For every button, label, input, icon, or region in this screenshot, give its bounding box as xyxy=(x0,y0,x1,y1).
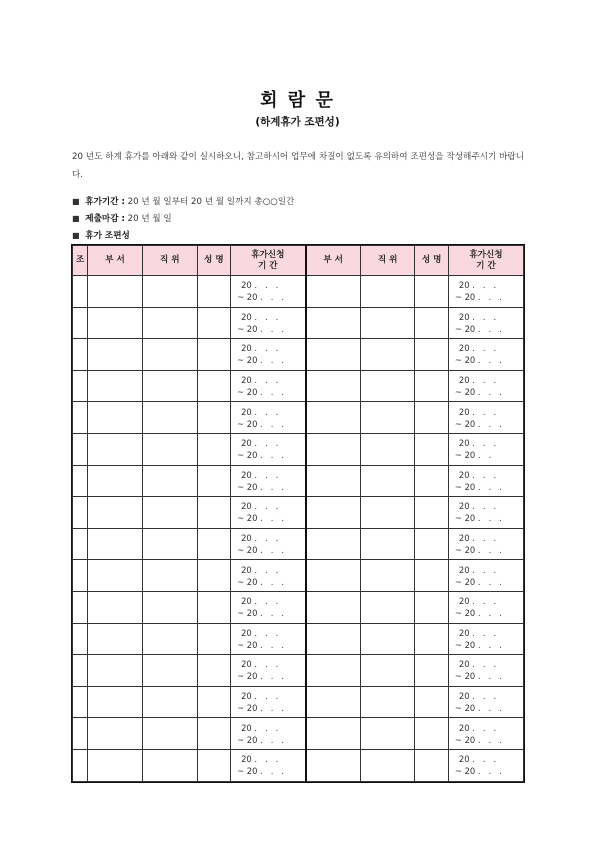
table-row xyxy=(73,370,524,402)
period-start-text: 20 . . . xyxy=(241,564,279,575)
rank-cell[interactable] xyxy=(360,497,415,529)
dept-cell[interactable] xyxy=(306,370,361,402)
period-end-text: ~ 20 . . . xyxy=(237,323,285,334)
period-end-text: ~ 20 . . . xyxy=(454,513,502,524)
rank-cell[interactable] xyxy=(360,370,415,402)
period-start-text: 20 . . . xyxy=(458,564,497,575)
name-cell[interactable] xyxy=(415,655,448,687)
left-period-cell[interactable] xyxy=(231,370,306,402)
name-cell[interactable] xyxy=(415,307,448,339)
period-end-text: ~ 20 . . . xyxy=(237,671,285,682)
name-cell[interactable] xyxy=(197,655,230,687)
period-start-text: 20 . . . xyxy=(241,501,279,512)
table-row xyxy=(73,655,524,687)
dept-cell[interactable] xyxy=(306,528,361,560)
period-start-text: 20 . . . xyxy=(458,754,497,765)
rank-cell[interactable] xyxy=(142,370,197,402)
name-cell[interactable] xyxy=(415,339,448,371)
period-end-text: ~ 20 . . . xyxy=(237,545,285,556)
right-period-cell[interactable] xyxy=(448,370,523,402)
name-cell[interactable] xyxy=(197,718,230,750)
name-cell[interactable] xyxy=(415,276,448,308)
right-period-cell[interactable] xyxy=(448,276,523,308)
group-cell[interactable] xyxy=(73,623,88,655)
group-cell[interactable] xyxy=(73,560,88,592)
period-end-text: ~ 20 . . . xyxy=(237,639,285,650)
dept-cell[interactable] xyxy=(306,276,361,308)
rank-cell[interactable] xyxy=(360,591,415,623)
header-dept: 부 서 xyxy=(88,246,143,276)
table-row xyxy=(73,528,524,560)
group-cell[interactable] xyxy=(73,402,88,434)
period-end-text: ~ 20 . . . xyxy=(454,481,502,492)
table-header-row xyxy=(73,246,524,276)
name-cell[interactable] xyxy=(197,686,230,718)
header-group: 조 xyxy=(73,246,88,276)
deadline-value: 20 년 월 일 xyxy=(124,214,172,224)
group-cell[interactable] xyxy=(73,497,88,529)
period-start-text: 20 . . . xyxy=(241,627,279,638)
period-end-text: ~ 20 . . . xyxy=(454,418,502,429)
header-name: 성 명 xyxy=(197,246,230,276)
period-start-text: 20 . . . xyxy=(458,501,497,512)
rank-cell[interactable] xyxy=(360,307,415,339)
dept-cell[interactable] xyxy=(88,560,143,592)
name-cell[interactable] xyxy=(415,749,448,781)
right-period-cell[interactable] xyxy=(448,749,523,781)
dept-cell[interactable] xyxy=(306,623,361,655)
period-start-text: 20 . . . xyxy=(458,375,497,386)
table-row xyxy=(73,402,524,434)
group-cell[interactable] xyxy=(73,718,88,750)
right-period-cell[interactable] xyxy=(448,307,523,339)
group-cell[interactable] xyxy=(73,276,88,308)
group-cell[interactable] xyxy=(73,465,88,497)
dept-cell[interactable] xyxy=(88,339,143,371)
rank-cell[interactable] xyxy=(360,528,415,560)
vacation-period-line xyxy=(72,195,294,207)
name-cell[interactable] xyxy=(415,433,448,465)
period-end-text: ~ 20 . . . xyxy=(454,355,502,366)
period-start-text: 20 . . . xyxy=(458,280,497,291)
table-row xyxy=(73,339,524,371)
period-end-text: ~ 20 . . . xyxy=(454,323,502,334)
dept-cell[interactable] xyxy=(88,497,143,529)
intro-paragraph: 20 년도 하계 휴가를 아래와 같이 실시하오니, 참고하시어 업무에 차질이 없도록 유의하여 조편성을 작성해주시기 바랍니다. xyxy=(72,152,524,180)
rank-cell[interactable] xyxy=(142,339,197,371)
roster-heading-line xyxy=(72,229,130,241)
period-start-text: 20 . . . xyxy=(241,438,279,449)
rank-cell[interactable] xyxy=(142,276,197,308)
name-cell[interactable] xyxy=(197,339,230,371)
period-end-text: ~ 20 . . . xyxy=(237,734,285,745)
dept-cell[interactable] xyxy=(306,339,361,371)
period-start-text: 20 . . . xyxy=(241,406,279,417)
document-subtitle: (하계휴가 조편성) xyxy=(255,116,340,128)
vacation-period-label: 휴가기간 : xyxy=(85,197,125,207)
period-end-text: ~ 20 . . . xyxy=(237,513,285,524)
left-period-cell[interactable] xyxy=(231,718,306,750)
left-period-cell[interactable] xyxy=(231,402,306,434)
table-row xyxy=(73,749,524,781)
period-start-text: 20 . . . xyxy=(458,343,497,354)
table-row xyxy=(73,718,524,750)
dept-cell[interactable] xyxy=(306,497,361,529)
header-rank: 직 위 xyxy=(360,246,415,276)
rank-cell[interactable] xyxy=(142,655,197,687)
table-row xyxy=(73,276,524,308)
period-start-text: 20 . . . xyxy=(241,343,279,354)
left-period-cell[interactable] xyxy=(231,686,306,718)
name-cell[interactable] xyxy=(197,497,230,529)
dept-cell[interactable] xyxy=(88,276,143,308)
name-cell[interactable] xyxy=(197,591,230,623)
period-end-text: ~ 20 . . . xyxy=(454,703,502,714)
left-period-cell[interactable] xyxy=(231,749,306,781)
period-end-text: ~ 20 . . . xyxy=(454,387,502,398)
period-end-text: ~ 20 . . . xyxy=(237,703,285,714)
dept-cell[interactable] xyxy=(88,591,143,623)
period-start-text: 20 . . . xyxy=(458,469,497,480)
left-period-cell[interactable] xyxy=(231,591,306,623)
period-end-text: ~ 20 . . . xyxy=(454,734,502,745)
left-period-cell[interactable] xyxy=(231,497,306,529)
deadline-line xyxy=(72,212,172,224)
period-start-text: 20 . . . xyxy=(241,533,279,544)
period-start-text: 20 . . . xyxy=(241,754,279,765)
group-cell[interactable] xyxy=(73,591,88,623)
dept-cell[interactable] xyxy=(306,307,361,339)
document-title: 회 람 문 xyxy=(260,90,335,111)
table-row xyxy=(73,497,524,529)
dept-cell[interactable] xyxy=(306,591,361,623)
rank-cell[interactable] xyxy=(360,465,415,497)
rank-cell[interactable] xyxy=(142,560,197,592)
name-cell[interactable] xyxy=(415,497,448,529)
name-cell[interactable] xyxy=(197,433,230,465)
dept-cell[interactable] xyxy=(306,686,361,718)
period-start-text: 20 . . . xyxy=(241,375,279,386)
header-name: 성 명 xyxy=(415,246,448,276)
header-period xyxy=(448,246,523,276)
dept-cell[interactable] xyxy=(88,686,143,718)
left-period-cell[interactable] xyxy=(231,623,306,655)
right-period-cell[interactable] xyxy=(448,623,523,655)
table-row xyxy=(73,307,524,339)
dept-cell[interactable] xyxy=(306,718,361,750)
right-period-cell[interactable] xyxy=(448,528,523,560)
left-period-cell[interactable] xyxy=(231,433,306,465)
rank-cell[interactable] xyxy=(360,655,415,687)
period-end-text: ~ 20 . . . xyxy=(237,418,285,429)
period-end-text: ~ 20 . . . xyxy=(454,671,502,682)
right-period-cell[interactable] xyxy=(448,497,523,529)
right-period-cell[interactable] xyxy=(448,560,523,592)
period-start-text: 20 . . . xyxy=(458,596,497,607)
period-end-text: ~ 20 . . . xyxy=(237,576,285,587)
group-cell[interactable] xyxy=(73,528,88,560)
roster-heading: 휴가 조편성 xyxy=(85,231,130,241)
period-start-text: 20 . . . xyxy=(458,691,497,702)
rank-cell[interactable] xyxy=(142,623,197,655)
vacation-period-value: 20 년 월 일부터 20 년 월 일까지 총○○일간 xyxy=(124,197,295,207)
rank-cell[interactable] xyxy=(142,528,197,560)
dept-cell[interactable] xyxy=(88,655,143,687)
dept-cell[interactable] xyxy=(88,433,143,465)
square-bullet-icon: ■ xyxy=(72,197,80,206)
rank-cell[interactable] xyxy=(360,686,415,718)
dept-cell[interactable] xyxy=(88,528,143,560)
rank-cell[interactable] xyxy=(360,433,415,465)
group-cell[interactable] xyxy=(73,339,88,371)
table-row xyxy=(73,686,524,718)
name-cell[interactable] xyxy=(197,276,230,308)
period-end-text: ~ 20 . . . xyxy=(454,576,502,587)
right-period-cell[interactable] xyxy=(448,718,523,750)
period-start-text: 20 . . . xyxy=(241,469,279,480)
header-period-line1: 휴가신청 xyxy=(469,249,503,260)
right-period-cell[interactable] xyxy=(448,465,523,497)
dept-cell[interactable] xyxy=(306,655,361,687)
right-period-cell[interactable] xyxy=(448,686,523,718)
group-cell[interactable] xyxy=(73,370,88,402)
period-end-text: ~ 20 . . . xyxy=(454,766,502,777)
right-period-cell[interactable] xyxy=(448,433,523,465)
dept-cell[interactable] xyxy=(88,370,143,402)
header-rank: 직 위 xyxy=(142,246,197,276)
rank-cell[interactable] xyxy=(142,307,197,339)
left-period-cell[interactable] xyxy=(231,307,306,339)
period-end-text: ~ 20 . . . xyxy=(237,292,285,303)
name-cell[interactable] xyxy=(415,718,448,750)
header-dept: 부 서 xyxy=(306,246,361,276)
right-period-cell[interactable] xyxy=(448,339,523,371)
dept-cell[interactable] xyxy=(306,749,361,781)
period-start-text: 20 . . . xyxy=(458,406,497,417)
rank-cell[interactable] xyxy=(360,718,415,750)
group-cell[interactable] xyxy=(73,433,88,465)
header-period-line2: 기 간 xyxy=(258,260,278,271)
name-cell[interactable] xyxy=(415,402,448,434)
period-end-text: ~ 20 . . . xyxy=(454,545,502,556)
table-row xyxy=(73,465,524,497)
rank-cell[interactable] xyxy=(360,276,415,308)
period-start-text: 20 . . . xyxy=(458,722,497,733)
dept-cell[interactable] xyxy=(88,623,143,655)
name-cell[interactable] xyxy=(415,686,448,718)
period-end-text: ~ 20 . . . xyxy=(237,766,285,777)
header-period xyxy=(231,246,306,276)
name-cell[interactable] xyxy=(197,370,230,402)
period-end-text: ~ 20 . . . xyxy=(237,608,285,619)
rank-cell[interactable] xyxy=(360,560,415,592)
period-end-text: ~ 20 . . . xyxy=(454,608,502,619)
period-start-text: 20 . . . xyxy=(458,438,497,449)
square-bullet-icon: ■ xyxy=(72,214,80,223)
period-end-text: ~ 20 . . . xyxy=(454,639,502,650)
group-cell[interactable] xyxy=(73,655,88,687)
dept-cell[interactable] xyxy=(306,433,361,465)
deadline-label: 제출마감 : xyxy=(85,214,125,224)
rank-cell[interactable] xyxy=(142,465,197,497)
name-cell[interactable] xyxy=(197,402,230,434)
name-cell[interactable] xyxy=(197,528,230,560)
left-period-cell[interactable] xyxy=(231,560,306,592)
period-end-text: ~ 20 . . . xyxy=(454,292,502,303)
period-start-text: 20 . . . xyxy=(241,722,279,733)
period-start-text: 20 . . . xyxy=(458,533,497,544)
left-period-cell[interactable] xyxy=(231,655,306,687)
period-start-text: 20 . . . xyxy=(241,691,279,702)
right-period-cell[interactable] xyxy=(448,591,523,623)
period-end-text: ~ 20 . . . xyxy=(237,481,285,492)
name-cell[interactable] xyxy=(197,307,230,339)
name-cell[interactable] xyxy=(415,591,448,623)
header-period-line2: 기 간 xyxy=(476,260,496,271)
header-period-line1: 휴가신청 xyxy=(251,249,285,260)
name-cell[interactable] xyxy=(415,370,448,402)
rank-cell[interactable] xyxy=(360,339,415,371)
rank-cell[interactable] xyxy=(142,749,197,781)
left-period-cell[interactable] xyxy=(231,339,306,371)
name-cell[interactable] xyxy=(415,465,448,497)
dept-cell[interactable] xyxy=(88,749,143,781)
left-period-cell[interactable] xyxy=(231,465,306,497)
left-period-cell[interactable] xyxy=(231,276,306,308)
name-cell[interactable] xyxy=(197,465,230,497)
period-end-text: ~ 20 . . . xyxy=(237,355,285,366)
period-start-text: 20 . . . xyxy=(241,280,279,291)
dept-cell[interactable] xyxy=(88,402,143,434)
period-start-text: 20 . . . xyxy=(458,627,497,638)
rank-cell[interactable] xyxy=(142,591,197,623)
dept-cell[interactable] xyxy=(306,465,361,497)
rank-cell[interactable] xyxy=(142,718,197,750)
dept-cell[interactable] xyxy=(88,718,143,750)
name-cell[interactable] xyxy=(415,623,448,655)
dept-cell[interactable] xyxy=(306,402,361,434)
square-bullet-icon: ■ xyxy=(72,231,80,240)
period-start-text: 20 . . . xyxy=(458,659,497,670)
table-row xyxy=(73,433,524,465)
name-cell[interactable] xyxy=(415,560,448,592)
period-start-text: 20 . . . xyxy=(241,311,279,322)
group-cell[interactable] xyxy=(73,307,88,339)
rank-cell[interactable] xyxy=(360,623,415,655)
name-cell[interactable] xyxy=(197,560,230,592)
rank-cell[interactable] xyxy=(360,402,415,434)
period-end-text: ~ 20 . . . xyxy=(237,450,285,461)
rank-cell[interactable] xyxy=(142,497,197,529)
period-start-text: 20 . . . xyxy=(458,311,497,322)
rank-cell[interactable] xyxy=(142,402,197,434)
period-start-text: 20 . . . xyxy=(241,659,279,670)
group-cell[interactable] xyxy=(73,686,88,718)
name-cell[interactable] xyxy=(197,749,230,781)
period-end-text: ~ 20 . . . xyxy=(237,387,285,398)
table-row xyxy=(73,560,524,592)
group-cell[interactable] xyxy=(73,749,88,781)
left-period-cell[interactable] xyxy=(231,528,306,560)
dept-cell[interactable] xyxy=(88,307,143,339)
period-start-text: 20 . . . xyxy=(241,596,279,607)
dept-cell[interactable] xyxy=(88,465,143,497)
right-period-cell[interactable] xyxy=(448,655,523,687)
name-cell[interactable] xyxy=(197,623,230,655)
rank-cell[interactable] xyxy=(142,433,197,465)
table-row xyxy=(73,591,524,623)
rank-cell[interactable] xyxy=(360,749,415,781)
rank-cell[interactable] xyxy=(142,686,197,718)
right-period-cell[interactable] xyxy=(448,402,523,434)
table-row xyxy=(73,623,524,655)
dept-cell[interactable] xyxy=(306,560,361,592)
vacation-roster-table xyxy=(72,245,524,782)
name-cell[interactable] xyxy=(415,528,448,560)
period-end-text: ~ 20 . . xyxy=(454,450,492,461)
